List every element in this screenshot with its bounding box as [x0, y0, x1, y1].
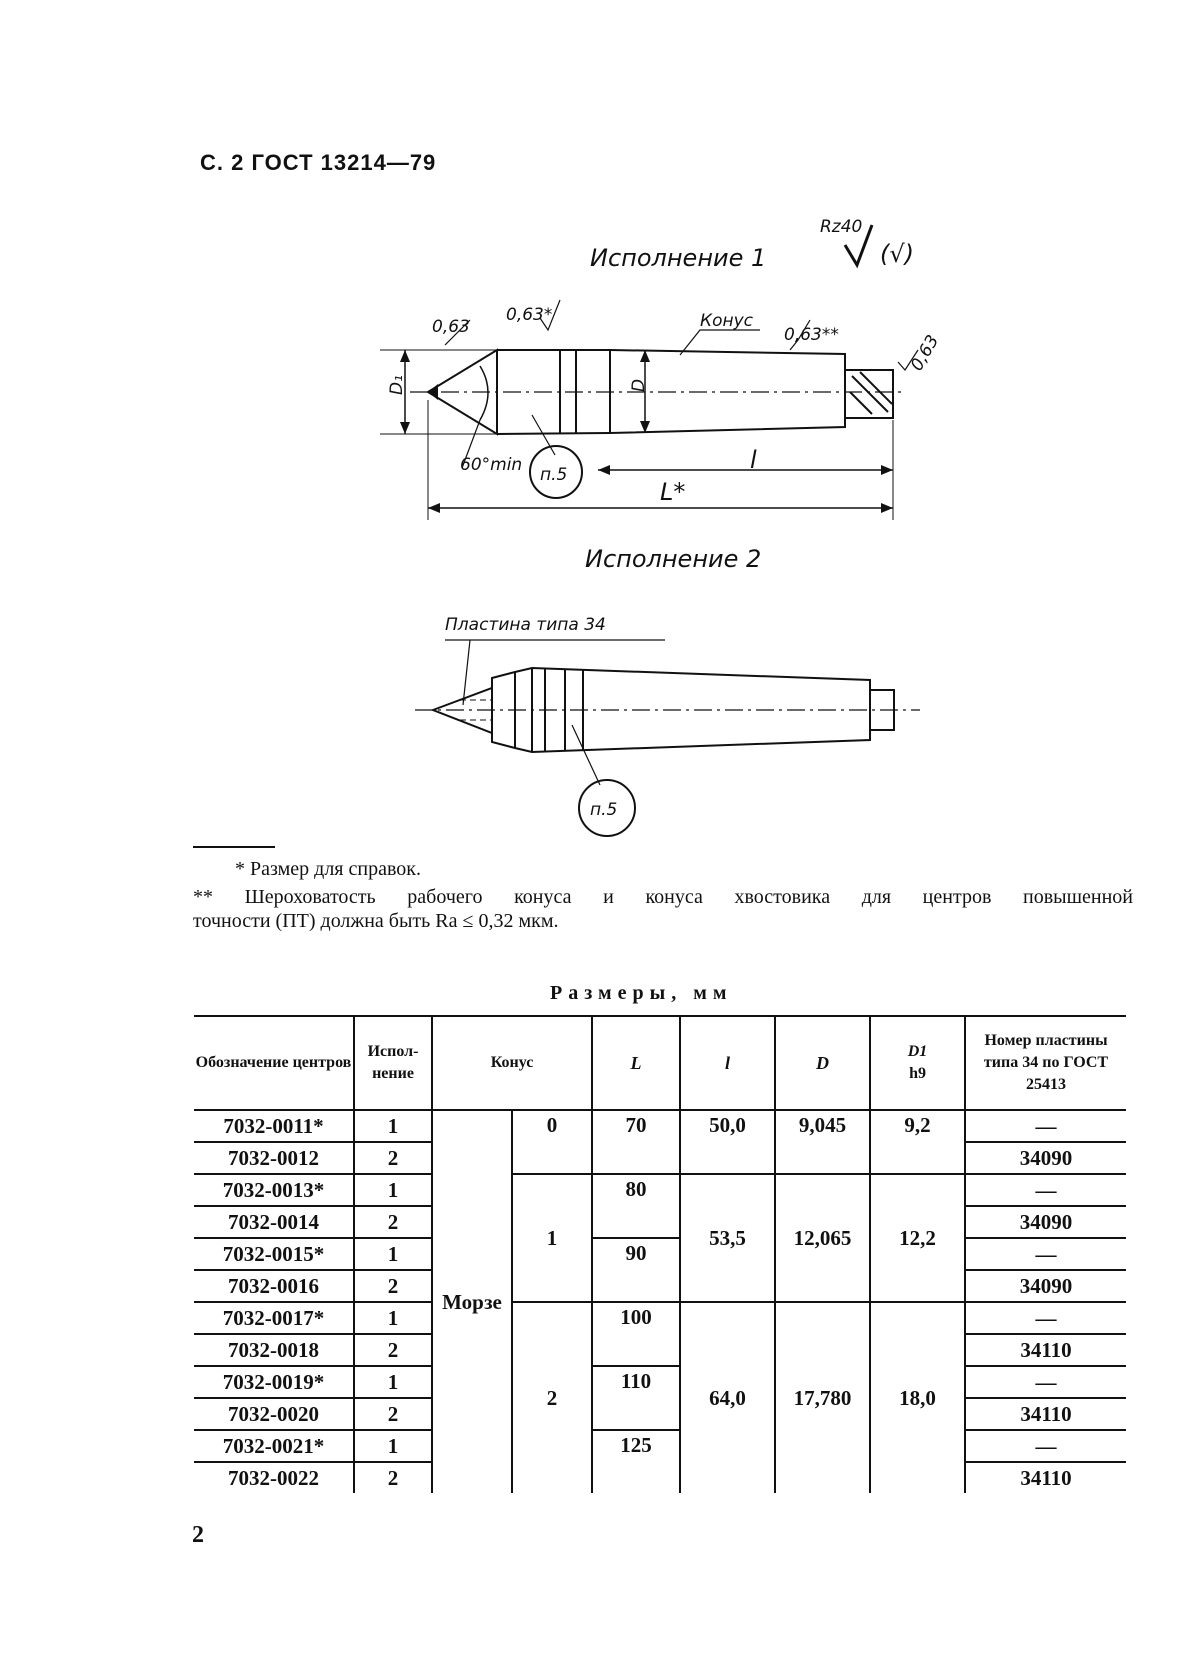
variant-cell: 1	[354, 1110, 432, 1142]
D1-cell: 9,2	[870, 1110, 965, 1174]
designation-cell: 7032-0019*	[194, 1366, 354, 1398]
header-l: l	[680, 1016, 775, 1110]
page-header: С. 2 ГОСТ 13214—79	[200, 150, 437, 175]
footnote-divider	[193, 846, 275, 848]
plate-cell: —	[965, 1238, 1126, 1270]
roughness-063-tip: 0,63	[432, 317, 470, 337]
cone-type-cell: Морзе	[432, 1110, 512, 1493]
roughness-063-star: 0,63*	[506, 305, 553, 325]
designation-cell: 7032-0022	[194, 1462, 354, 1493]
variant-cell: 1	[354, 1366, 432, 1398]
v2-p5-label: п.5	[590, 800, 618, 820]
plate-cell: —	[965, 1366, 1126, 1398]
table-row	[194, 1174, 1126, 1206]
l-cell: 53,5	[680, 1174, 775, 1302]
plate-cell: 34110	[965, 1462, 1126, 1493]
cone-number-cell: 0	[512, 1110, 592, 1174]
variant-cell: 2	[354, 1206, 432, 1238]
L-cell: 90	[592, 1238, 680, 1302]
page-number: 2	[192, 1522, 204, 1548]
L-dimension-label: L*	[660, 478, 686, 506]
konus-label: Конус	[700, 311, 753, 331]
variant-cell: 2	[354, 1334, 432, 1366]
cone-number-cell: 2	[512, 1302, 592, 1493]
header-D: D	[775, 1016, 870, 1110]
header-D1-tolerance: h9	[909, 1065, 926, 1082]
L-cell: 125	[592, 1430, 680, 1493]
header-L: L	[592, 1016, 680, 1110]
variant-cell: 2	[354, 1270, 432, 1302]
table-row	[194, 1302, 1126, 1334]
header-designation: Обозначение центров	[194, 1016, 354, 1110]
designation-cell: 7032-0014	[194, 1206, 354, 1238]
cone-number-cell: 1	[512, 1174, 592, 1302]
roughness-check-label: (√)	[880, 240, 915, 268]
plate-cell: 34110	[965, 1398, 1126, 1430]
table-row	[194, 1430, 1126, 1462]
plate-cell: —	[965, 1302, 1126, 1334]
header-D1-symbol: D1	[907, 1043, 928, 1060]
variant2-label: Исполнение 2	[585, 545, 762, 573]
plate-cell: 34110	[965, 1334, 1126, 1366]
L-cell: 100	[592, 1302, 680, 1366]
l-cell: 64,0	[680, 1302, 775, 1493]
footnote-1: * Размер для справок.	[235, 858, 421, 880]
header-plate: Номер пластины типа 34 по ГОСТ 25413	[965, 1016, 1126, 1110]
variant-cell: 2	[354, 1462, 432, 1493]
dimensions-table	[194, 1015, 1126, 1493]
D-cell: 9,045	[775, 1110, 870, 1174]
L-cell: 70	[592, 1110, 680, 1174]
roughness-063-dstar: 0,63**	[784, 325, 839, 345]
designation-cell: 7032-0015*	[194, 1238, 354, 1270]
table-row	[194, 1238, 1126, 1270]
designation-cell: 7032-0021*	[194, 1430, 354, 1462]
variant-cell: 1	[354, 1238, 432, 1270]
plate-cell: —	[965, 1110, 1126, 1142]
plate-label: Пластина типа 34	[445, 615, 606, 635]
D1-cell: 12,2	[870, 1174, 965, 1302]
plate-cell: 34090	[965, 1270, 1126, 1302]
plate-cell: 34090	[965, 1206, 1126, 1238]
plate-cell: —	[965, 1430, 1126, 1462]
L-cell: 110	[592, 1366, 680, 1430]
D-cell: 17,780	[775, 1302, 870, 1493]
l-cell: 50,0	[680, 1110, 775, 1174]
designation-cell: 7032-0011*	[194, 1110, 354, 1142]
table-row	[194, 1110, 1126, 1142]
plate-cell: —	[965, 1174, 1126, 1206]
designation-cell: 7032-0013*	[194, 1174, 354, 1206]
variant-cell: 1	[354, 1430, 432, 1462]
d-label: D	[629, 378, 649, 392]
designation-cell: 7032-0018	[194, 1334, 354, 1366]
header-cone: Конус	[432, 1016, 592, 1110]
designation-cell: 7032-0012	[194, 1142, 354, 1174]
header-variant: Испол-нение	[354, 1016, 432, 1110]
roughness-rz-label: Rz40	[820, 217, 863, 237]
l-dimension-label: l	[750, 446, 757, 474]
roughness-063-tail: 0,63	[907, 331, 944, 375]
p5-label: п.5	[540, 465, 568, 485]
D1-cell: 18,0	[870, 1302, 965, 1493]
table-row	[194, 1366, 1126, 1398]
d1-label: D₁	[387, 375, 407, 395]
variant-cell: 2	[354, 1142, 432, 1174]
variant-cell: 2	[354, 1398, 432, 1430]
angle-label: 60°min	[460, 455, 523, 475]
designation-cell: 7032-0017*	[194, 1302, 354, 1334]
designation-cell: 7032-0020	[194, 1398, 354, 1430]
footnote-2-line1: ** Шероховатость рабочего конуса и конуса хвостовика для центров повышенной	[193, 886, 1133, 908]
variant-cell: 1	[354, 1302, 432, 1334]
footnote-2-line2: точности (ПТ) должна быть Ra ≤ 0,32 мкм.	[193, 910, 559, 932]
plate-cell: 34090	[965, 1142, 1126, 1174]
header-D1	[870, 1016, 965, 1110]
table-title: Размеры, мм	[550, 982, 733, 1004]
variant-cell: 1	[354, 1174, 432, 1206]
designation-cell: 7032-0016	[194, 1270, 354, 1302]
L-cell: 80	[592, 1174, 680, 1238]
D-cell: 12,065	[775, 1174, 870, 1302]
variant1-label: Исполнение 1	[590, 244, 767, 272]
